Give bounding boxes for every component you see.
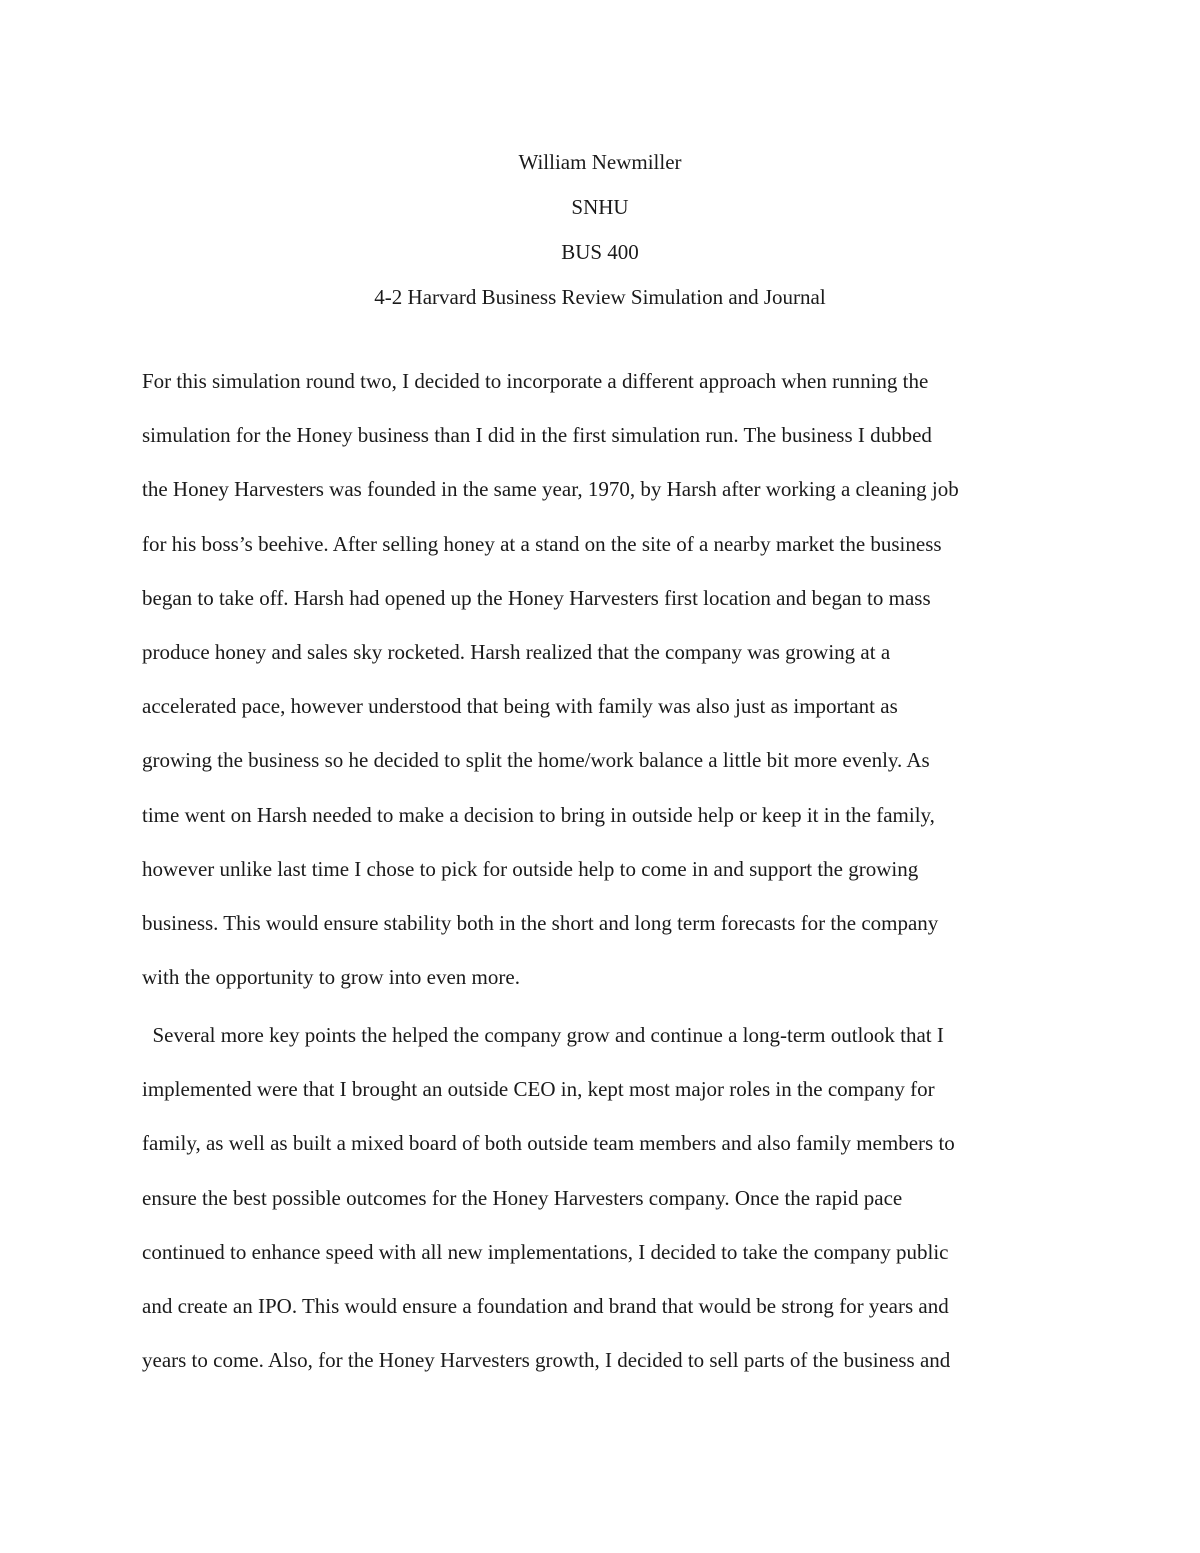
text-line: produce honey and sales sky rocketed. Harsh realized that the company was growing at a — [142, 640, 891, 664]
text-line: years to come. Also, for the Honey Harvesters growth, I decided to sell parts of the business and — [142, 1348, 951, 1373]
text-line: began to take off. Harsh had opened up the Honey Harvesters first location and began to mass — [142, 585, 931, 610]
course-code: BUS 400 — [561, 240, 639, 264]
text-line: time went on Harsh needed to make a decision to bring in outside help or keep it in the family, — [142, 802, 935, 827]
text-line: business. This would ensure stability both in the short and long term forecasts for the company — [142, 911, 939, 935]
institution-name: SNHU — [571, 195, 629, 219]
document-title: 4-2 Harvard Business Review Simulation and Journal — [374, 285, 826, 309]
text-line: accelerated pace, however understood that being with family was also just as important as — [142, 694, 898, 719]
title-block — [0, 140, 1200, 320]
text-line: continued to enhance speed with all new implementations, I decided to take the company public — [142, 1239, 949, 1264]
text-line: and create an IPO. This would ensure a foundation and brand that would be strong for years and — [142, 1294, 949, 1318]
text-line: with the opportunity to grow into even more. — [142, 965, 520, 990]
text-line: ensure the best possible outcomes for the Honey Harvesters company. Once the rapid pace — [142, 1185, 903, 1210]
text-line: implemented were that I brought an outside CEO in, kept most major roles in the company for — [142, 1077, 935, 1102]
text-line: however unlike last time I chose to pick for outside help to come in and support the growing — [142, 856, 919, 881]
text-line: Several more key points the helped the company grow and continue a long-term outlook that I — [142, 1023, 944, 1047]
text-line: For this simulation round two, I decided to incorporate a different approach when running the — [142, 369, 929, 393]
text-line: for his boss’s beehive. After selling honey at a stand on the site of a nearby market the business — [142, 531, 942, 556]
text-line: simulation for the Honey business than I did in the first simulation run. The business I dubbed — [142, 423, 932, 448]
text-line: growing the business so he decided to split the home/work balance a little bit more evenly. As — [142, 748, 930, 773]
author-name: William Newmiller — [518, 150, 682, 174]
text-line: family, as well as built a mixed board of both outside team members and also family members to — [142, 1131, 955, 1156]
text-line: the Honey Harvesters was founded in the same year, 1970, by Harsh after working a cleaning job — [142, 477, 959, 502]
